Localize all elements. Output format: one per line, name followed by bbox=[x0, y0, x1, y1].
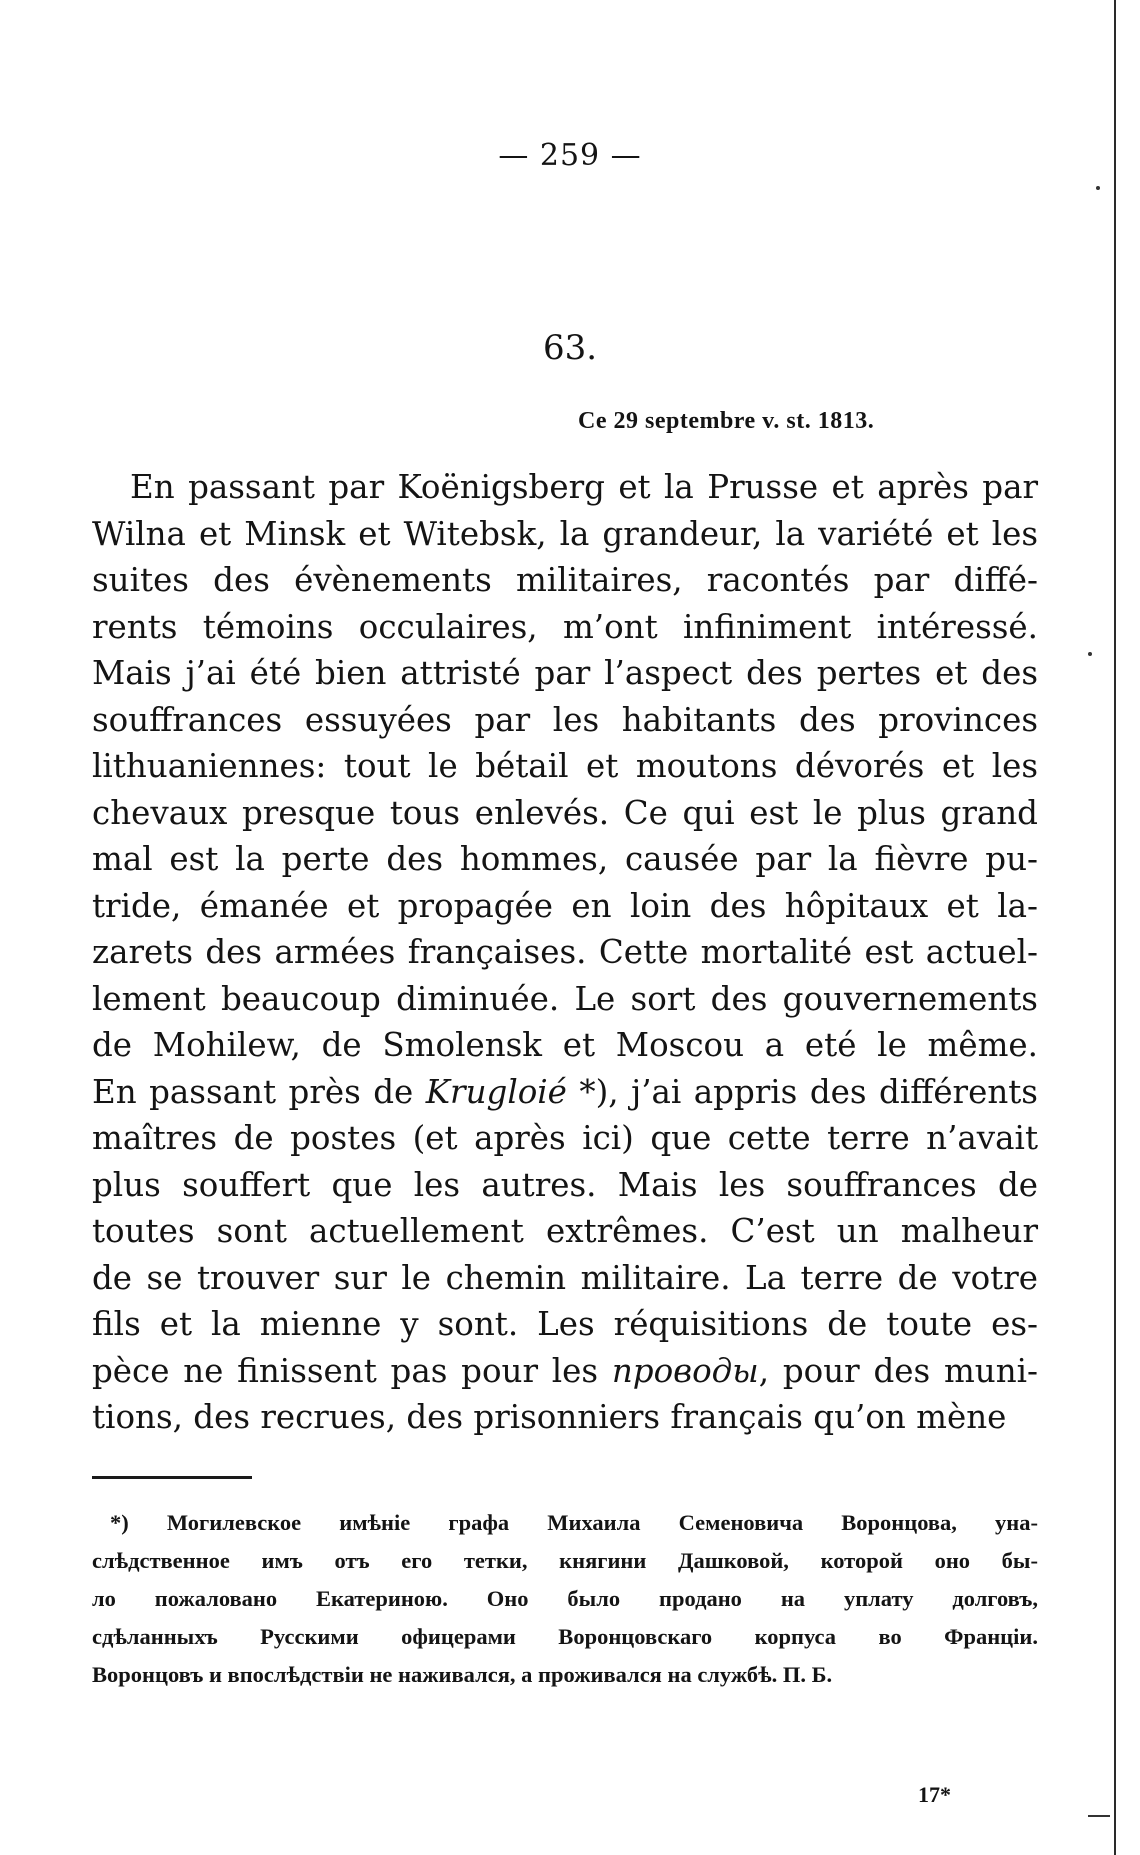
body-line: zarets des armées françaises. Cette mortalité est actuel- bbox=[92, 933, 1038, 971]
line-text: *), j’ai appris des différents bbox=[566, 1072, 1038, 1111]
page-edge-line bbox=[1114, 0, 1116, 1855]
body-line: Wilna et Minsk et Witebsk, la grandeur, la variété et les bbox=[92, 514, 1038, 553]
body-line: maîtres de postes (et après ici) que cette terre n’avait bbox=[92, 1119, 1038, 1157]
footnote-line: *) Могилевское имѣніе графа Михаила Семеновича Воронцова, уна- bbox=[110, 1510, 1038, 1535]
body-line-with-footnote-ref bbox=[92, 1069, 1038, 1116]
footnote-line: слѣдственное имъ отъ его тетки, княгини Дашковой, которой оно бы- bbox=[92, 1548, 1038, 1573]
body-line-with-russian-word bbox=[92, 1348, 1038, 1395]
body-line: lement beaucoup diminuée. Le sort des gouvernements bbox=[92, 979, 1038, 1018]
page-number: — 259 — bbox=[498, 138, 642, 173]
body-line: tride, émanée et propagée en loin des hôpitaux et la- bbox=[92, 886, 1038, 925]
body-line: mal est la perte des hommes, causée par la fièvre pu- bbox=[92, 840, 1038, 878]
letter-number: 63. bbox=[542, 328, 598, 368]
body-line: fils et la mienne y sont. Les réquisitions de toute es- bbox=[92, 1305, 1038, 1343]
body-line: souffrances essuyées par les habitants des provinces bbox=[92, 700, 1038, 739]
body-line: tions, des recrues, des prisonniers français qu’on mène bbox=[92, 1398, 1007, 1436]
body-line: En passant par Koënigsberg et la Prusse et après par bbox=[130, 468, 1038, 506]
footnote bbox=[92, 1504, 1038, 1694]
line-text: En passant près de bbox=[92, 1072, 426, 1111]
footnote-divider bbox=[92, 1476, 252, 1479]
place-name-italic: Krugloié bbox=[425, 1072, 567, 1111]
body-line: Mais j’ai été bien attristé par l’aspect des pertes et des bbox=[92, 654, 1038, 692]
body-line: toutes sont actuellement extrêmes. C’est un malheur bbox=[92, 1212, 1038, 1250]
scan-speck bbox=[1088, 652, 1092, 656]
body-line: lithuaniennes: tout le bétail et moutons dévorés et les bbox=[92, 747, 1038, 785]
body-line: suites des évènements militaires, racontés par diffé- bbox=[92, 561, 1038, 599]
letter-body bbox=[92, 464, 1038, 1441]
body-line: de Mohilew, de Smolensk et Moscou a eté le même. bbox=[92, 1026, 1038, 1064]
printer-signature-mark: 17* bbox=[918, 1782, 951, 1807]
body-line: de se trouver sur le chemin militaire. La terre de votre bbox=[92, 1258, 1038, 1297]
russian-word-italic: проводы bbox=[611, 1351, 759, 1390]
scan-mark bbox=[1088, 1815, 1110, 1817]
scan-speck bbox=[1096, 186, 1100, 190]
footnote-line: Воронцовъ и впослѣдствіи не наживался, а проживался на службѣ. П. Б. bbox=[92, 1662, 833, 1687]
body-line: rents témoins occulaires, m’ont infiniment intéressé. bbox=[92, 607, 1038, 646]
footnote-line: ло пожаловано Екатериною. Оно было продано на уплату долговъ, bbox=[92, 1586, 1038, 1611]
body-line: plus souffert que les autres. Mais les souffrances de bbox=[92, 1165, 1038, 1204]
line-text: , pour des muni- bbox=[758, 1351, 1038, 1390]
footnote-line: сдѣланныхъ Русскими офицерами Воронцовскаго корпуса во Франціи. bbox=[92, 1624, 1038, 1649]
line-text: pèce ne finissent pas pour les bbox=[92, 1351, 612, 1390]
dateline: Ce 29 septembre v. st. 1813. bbox=[578, 408, 875, 434]
body-line: chevaux presque tous enlevés. Ce qui est le plus grand bbox=[92, 793, 1038, 832]
